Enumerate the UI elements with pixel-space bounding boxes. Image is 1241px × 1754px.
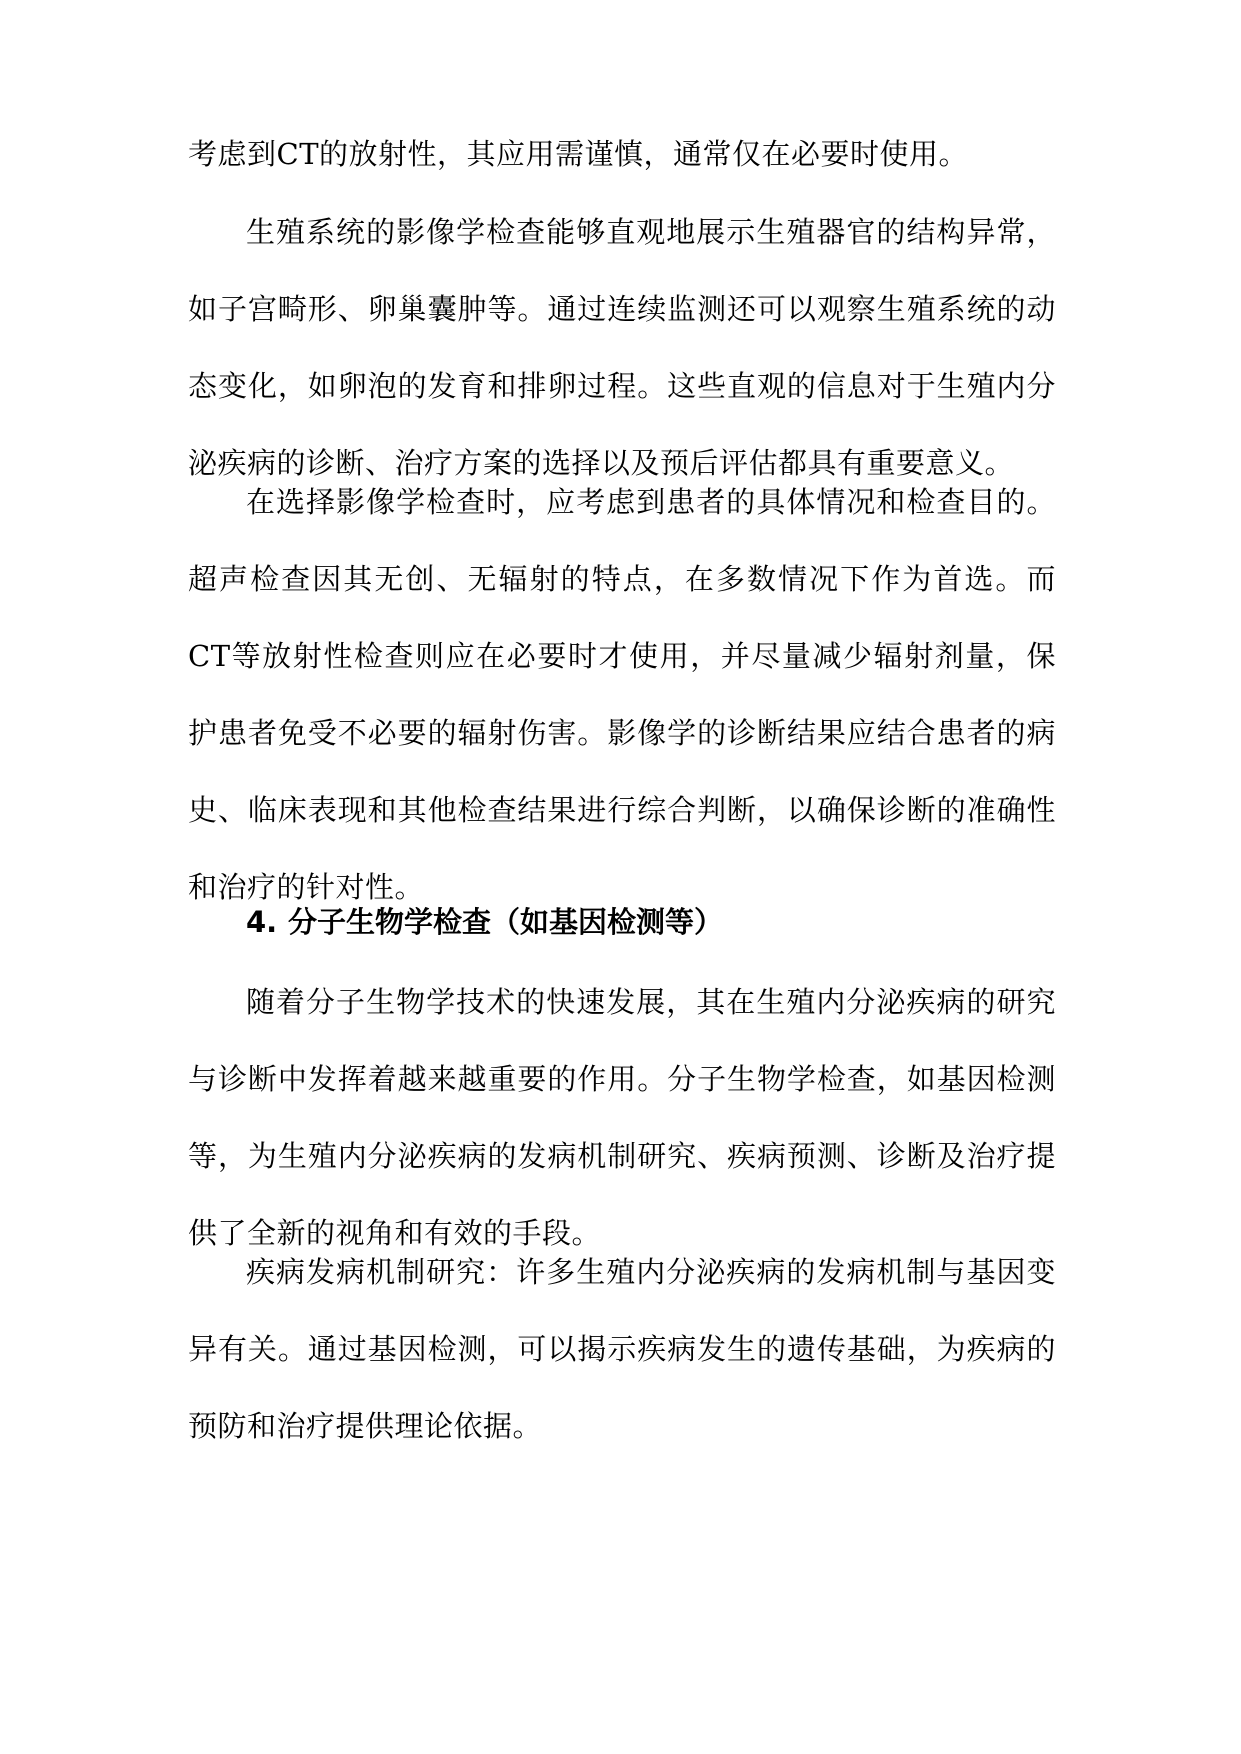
paragraph-imaging-selection: 在选择影像学检查时，应考虑到患者的具体情况和检查目的。超声检查因其无创、无辐射的特点，在多数情况下作为首选。而CT等放射性检查则应在必要时才使用，并尽量减少辐射剂量，保护患者免受不必要的辐射伤害。影像学的诊断结果应结合患者的病史、临床表现和其他检查结果进行综合判断，以确保诊断的准确性和治疗的针对性。 (188, 485, 1056, 904)
paragraph-ct-caution: 考虑到CT的放射性，其应用需谨慎，通常仅在必要时使用。 (188, 137, 969, 171)
paragraph-molecular-intro: 随着分子生物学技术的快速发展，其在生殖内分泌疾病的研究与诊断中发挥着越来越重要的作用。分子生物学检查，如基因检测等，为生殖内分泌疾病的发病机制研究、疾病预测、诊断及治疗提供了全新的视角和有效的手段。 (188, 985, 1056, 1250)
paragraph-pathogenesis-research: 疾病发病机制研究：许多生殖内分泌疾病的发病机制与基因变异有关。通过基因检测，可以揭示疾病发生的遗传基础，为疾病的预防和治疗提供理论依据。 (188, 1255, 1056, 1443)
paragraph-imaging-value: 生殖系统的影像学检查能够直观地展示生殖器官的结构异常，如子宫畸形、卵巢囊肿等。通过连续监测还可以观察生殖系统的动态变化，如卵泡的发育和排卵过程。这些直观的信息对于生殖内分泌疾病的诊断、治疗方案的选择以及预后评估都具有重要意义。 (188, 215, 1056, 480)
section-title: 分子生物学检查（如基因检测等） (288, 905, 724, 939)
section-number: 4. (246, 905, 278, 939)
section-heading (246, 884, 1046, 961)
